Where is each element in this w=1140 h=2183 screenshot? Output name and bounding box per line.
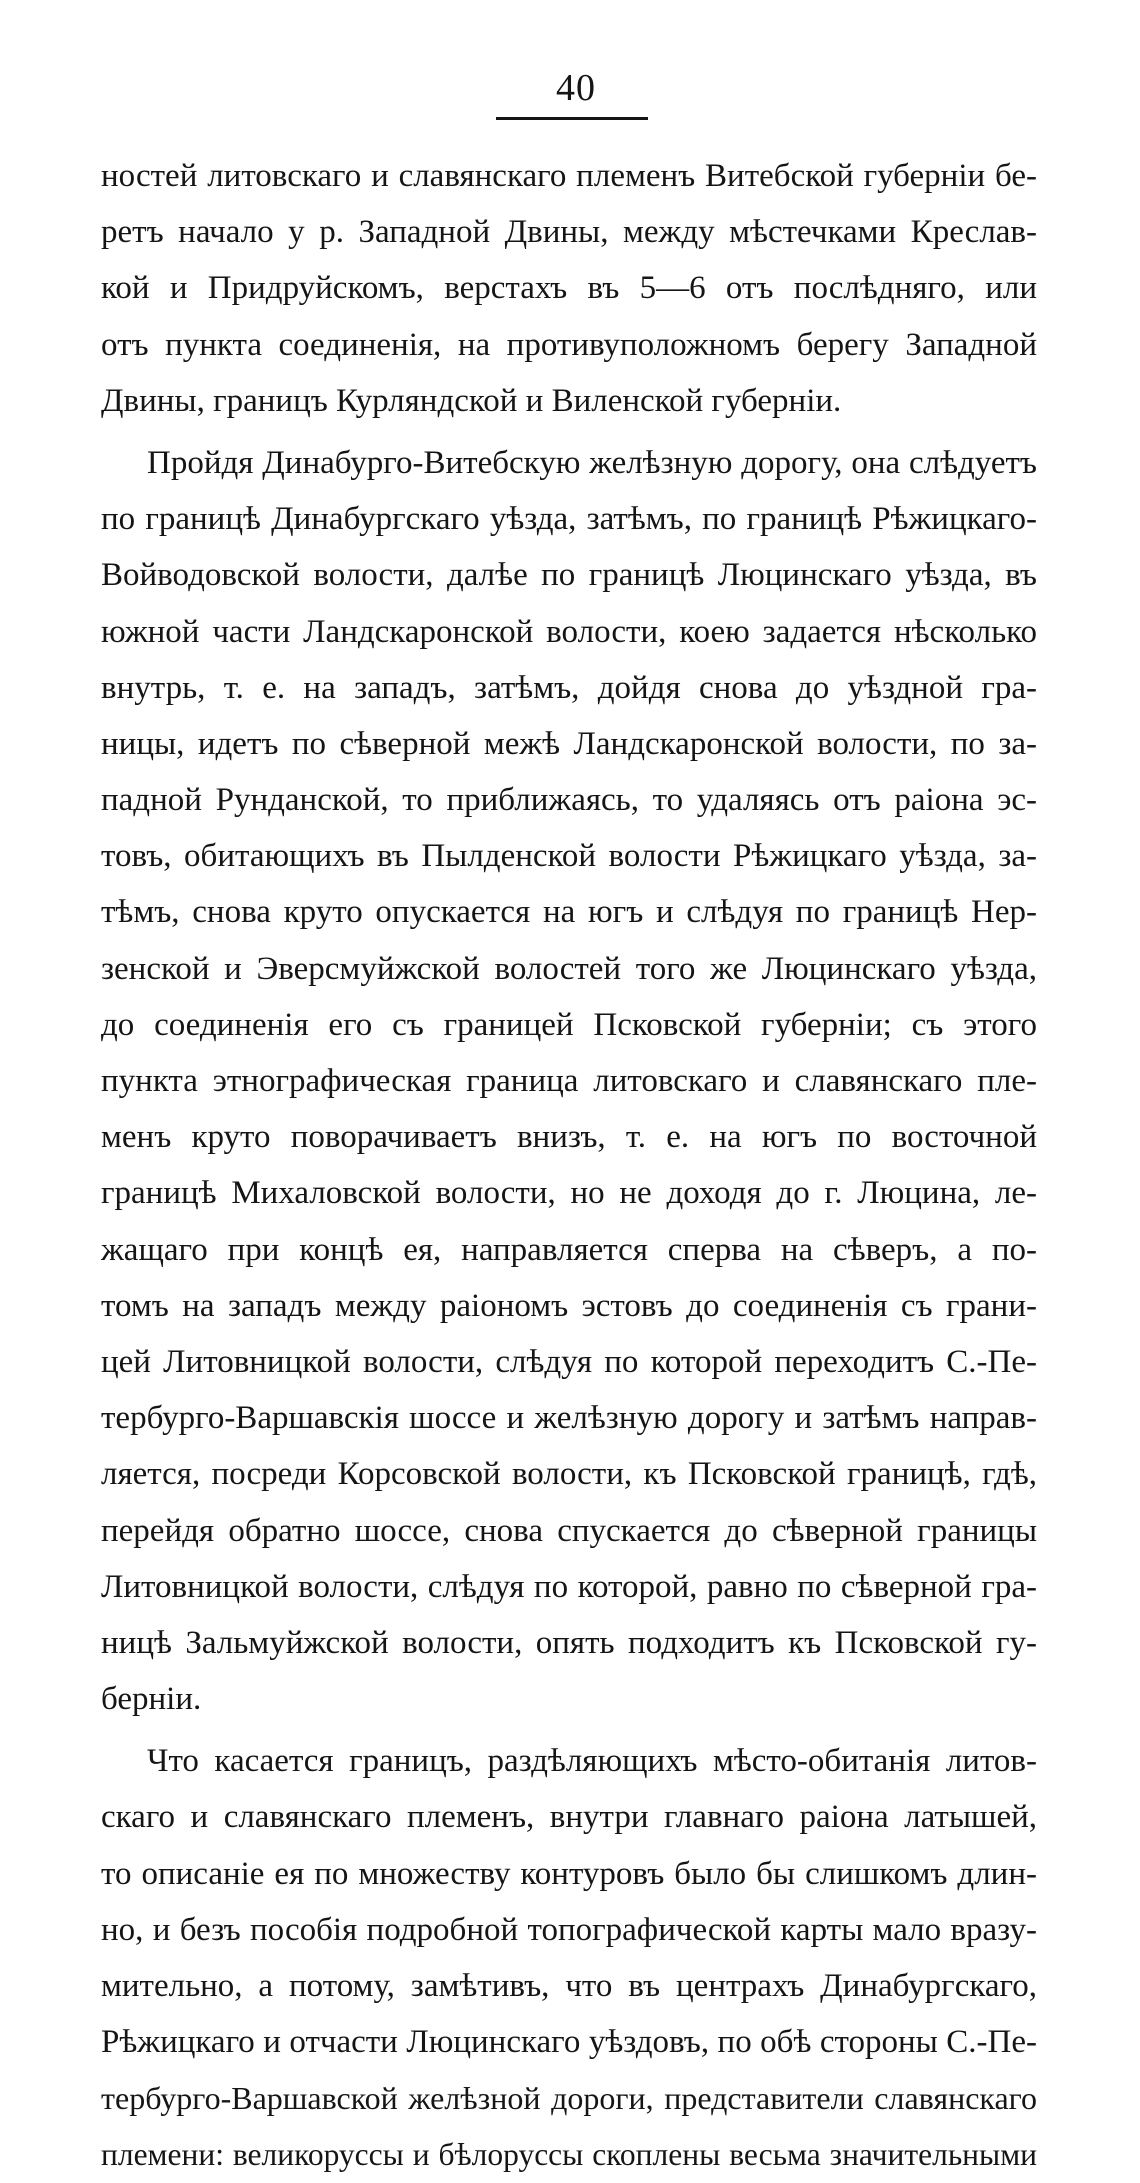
text-line: Пройдя Динабурго-Витебскую желѣзную дорогу, она слѣдуетъ bbox=[147, 444, 1037, 481]
text-line: по границѣ Динабургскаго уѣзда, затѣмъ, по границѣ Рѣжицкаго- bbox=[101, 501, 1037, 538]
text-line: томъ на западъ между раіономъ эстовъ до соединенія съ грани- bbox=[101, 1287, 1037, 1324]
text-line: товъ, обитающихъ въ Пылденской волости Рѣжицкаго уѣзда, за- bbox=[101, 838, 1037, 875]
header-rule bbox=[496, 117, 648, 120]
text-line: Двины, границъ Курляндской и Виленской губерніи. bbox=[101, 382, 842, 419]
text-line: ляется, посреди Корсовской волости, къ Псковской границѣ, гдѣ, bbox=[101, 1456, 1037, 1493]
text-line: перейдя обратно шоссе, снова спускается до сѣверной границы bbox=[101, 1512, 1037, 1549]
text-line: но, и безъ пособія подробной топографической карты мало вразу- bbox=[101, 1911, 1037, 1948]
text-line: тѣмъ, снова круто опускается на югъ и слѣдуя по границѣ Нер- bbox=[101, 894, 1037, 931]
text-line: внутрь, т. е. на западъ, затѣмъ, дойдя снова до уѣздной гра- bbox=[101, 669, 1037, 706]
text-line: менъ круто поворачиваетъ внизъ, т. е. на югъ по восточной bbox=[101, 1119, 1037, 1156]
text-line: пункта этнографическая граница литовскаго и славянскаго пле- bbox=[101, 1063, 1037, 1099]
text-line: ницѣ Зальмуйжской волости, опять подходитъ къ Псковской гу- bbox=[101, 1624, 1037, 1661]
page-number: 40 bbox=[556, 67, 596, 109]
text-line: цей Литовницкой волости, слѣдуя по которой переходитъ С.-Пе- bbox=[101, 1343, 1037, 1380]
text-line: ницы, идетъ по сѣверной межѣ Ландскаронской волости, по за- bbox=[101, 725, 1037, 762]
text-line: отъ пункта соединенія, на противуположномъ берегу Западной bbox=[101, 326, 1037, 363]
text-line: Что касается границъ, раздѣляющихъ мѣсто-обитанія литов- bbox=[147, 1743, 1037, 1780]
paragraph-1 bbox=[101, 148, 1037, 429]
paragraph-3 bbox=[101, 1733, 1037, 2183]
page-header bbox=[0, 66, 1140, 110]
text-line: мительно, а потому, замѣтивъ, что въ центрахъ Динабургскаго, bbox=[101, 1968, 1037, 2004]
text-line: кой и Придруйскомъ, верстахъ въ 5—6 отъ послѣдняго, или bbox=[101, 270, 1037, 307]
text-line: Войводовской волости, далѣе по границѣ Люцинскаго уѣзда, въ bbox=[101, 557, 1037, 594]
text-line: ретъ начало у р. Западной Двины, между мѣстечками Креслав- bbox=[101, 214, 1037, 251]
text-line: племени: великоруссы и бѣлоруссы скоплены весьма значительными bbox=[101, 2136, 1037, 2172]
text-line: тербурго-Варшавскія шоссе и желѣзную дорогу и затѣмъ направ- bbox=[101, 1400, 1037, 1437]
text-line: Литовницкой волости, слѣдуя по которой, равно по сѣверной гра- bbox=[101, 1568, 1037, 1605]
text-line: падной Рунданской, то приближаясь, то удаляясь отъ раіона эс- bbox=[101, 782, 1037, 819]
text-line: то описаніе ея по множеству контуровъ было бы слишкомъ длин- bbox=[101, 1855, 1037, 1892]
text-line: берніи. bbox=[101, 1681, 202, 1718]
text-line: жащаго при концѣ ея, направляется сперва на сѣверъ, а по- bbox=[101, 1231, 1037, 1268]
text-line: южной части Ландскаронской волости, коею задается нѣсколько bbox=[101, 613, 1037, 650]
text-line: зенской и Эверсмуйжской волостей того же Люцинскаго уѣзда, bbox=[101, 950, 1037, 987]
text-line: границѣ Михаловской волости, но не доходя до г. Люцина, ле- bbox=[101, 1175, 1037, 1212]
paragraph-2 bbox=[101, 435, 1037, 1727]
text-line: ностей литовскаго и славянскаго племенъ Витебской губерніи бе- bbox=[101, 158, 1037, 194]
text-line: тербурго-Варшавской желѣзной дороги, представители славянскаго bbox=[101, 2080, 1037, 2117]
text-line: Рѣжицкаго и отчасти Люцинскаго уѣздовъ, по обѣ стороны С.-Пе- bbox=[101, 2024, 1037, 2061]
text-line: скаго и славянскаго племенъ, внутри главнаго раіона латышей, bbox=[101, 1799, 1037, 1836]
body-text bbox=[101, 148, 1037, 2183]
text-line: до соединенія его съ границей Псковской губерніи; съ этого bbox=[101, 1006, 1037, 1043]
